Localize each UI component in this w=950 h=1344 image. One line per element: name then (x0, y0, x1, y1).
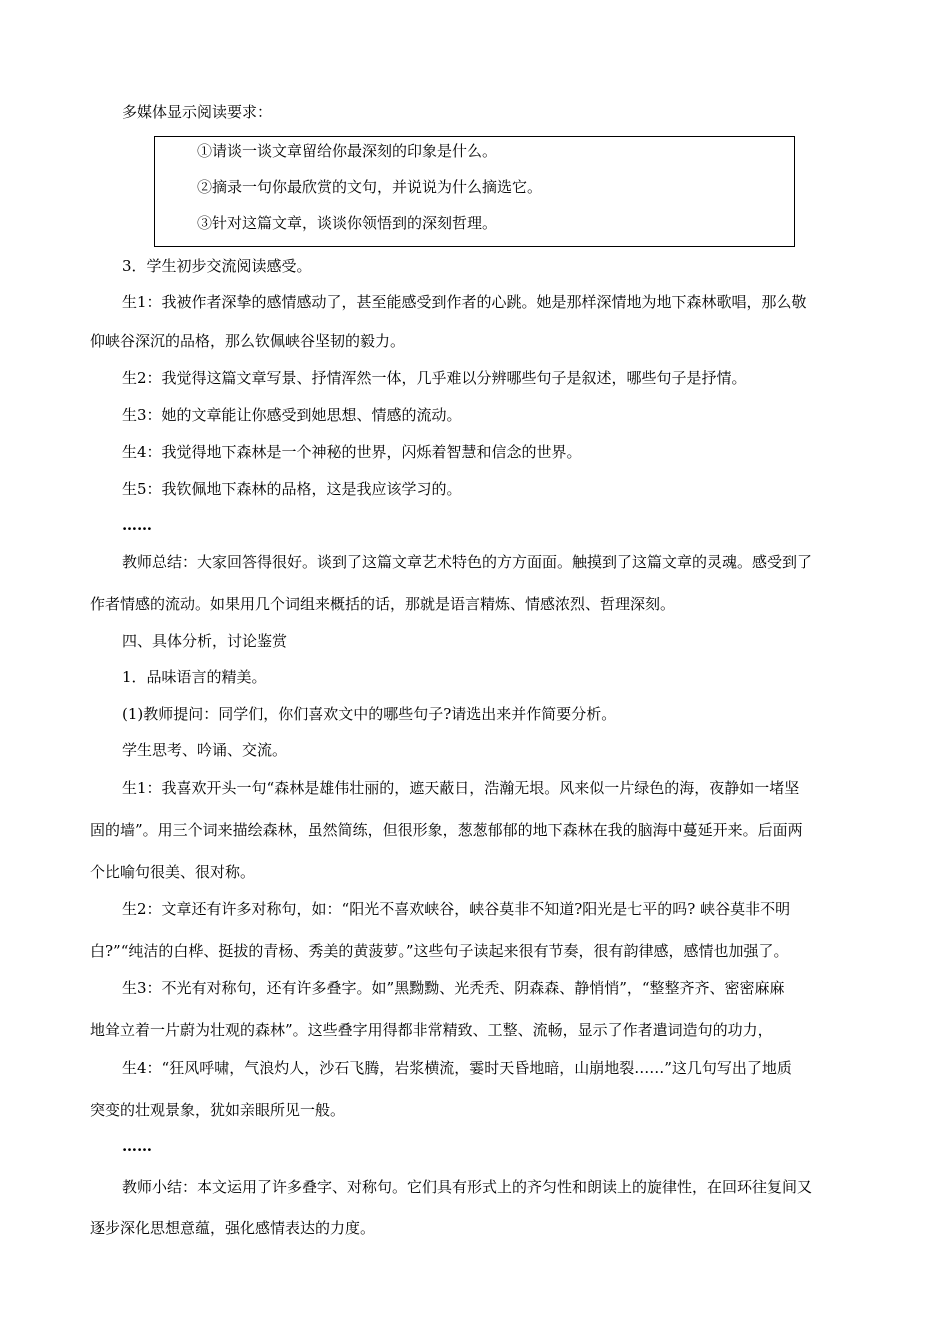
requirements-box (154, 136, 795, 247)
ellipsis-2: …… (122, 1137, 152, 1155)
teacher-summary-line-1: 教师总结：大家回答得很好。谈到了这篇文章艺术特色的方方面面。触摸到了这篇文章的灵魂。感受到了 (122, 553, 813, 571)
teacher-summary-line-2: 作者情感的流动。如果用几个词组来概括的话，那就是语言精炼、情感浓烈、哲理深刻。 (90, 595, 676, 613)
teacher-question: (1)教师提问：同学们，你们喜欢文中的哪些句子?请选出来并作简要分析。 (122, 705, 617, 723)
student-1-line-1: 生1：我被作者深挚的感情感动了，甚至能感受到作者的心跳。她是那样深情地为地下森林歌唱，那么敬 (122, 293, 807, 311)
student-4-paragraph: 生4：我觉得地下森林是一个神秘的世界，闪烁着智慧和信念的世界。 (122, 443, 582, 461)
answer-3-line-2: 地耸立着一片蔚为壮观的森林”。这些叠字用得都非常精致、工整、流畅，显示了作者遣词造句的功力， (90, 1021, 773, 1039)
answer-1-line-3: 个比喻句很美、很对称。 (90, 863, 256, 881)
student-1-line-2: 仰峡谷深沉的品格，那么钦佩峡谷坚韧的毅力。 (90, 332, 406, 350)
answer-4-line-2: 突变的壮观景象，犹如亲眼所见一般。 (90, 1101, 346, 1119)
student-3-paragraph: 生3：她的文章能让你感受到她思想、情感的流动。 (122, 406, 462, 424)
student-2-paragraph: 生2：我觉得这篇文章写景、抒情浑然一体，几乎难以分辨哪些句子是叙述，哪些句子是抒情。 (122, 369, 747, 387)
answer-1-line-2: 固的墙”。用三个词来描绘森林，虽然简练，但很形象，葱葱郁郁的地下森林在我的脑海中蔓延开来。后面两 (90, 821, 803, 839)
ellipsis-1: …… (122, 516, 152, 534)
students-thinking: 学生思考、吟诵、交流。 (122, 741, 288, 759)
requirement-1: ①请谈一谈文章留给你最深刻的印象是什么。 (197, 142, 498, 160)
teacher-note-line-1: 教师小结：本文运用了许多叠字、对称句。它们具有形式上的齐匀性和朗读上的旋律性，在回环往复间又 (122, 1178, 813, 1196)
section-4-heading: 四、具体分析，讨论鉴赏 (122, 632, 288, 650)
answer-2-line-1: 生2：文章还有许多对称句，如：“阳光不喜欢峡谷，峡谷莫非不知道?阳光是七平的吗? 峡谷莫非不明 (122, 900, 791, 918)
answer-4-line-1: 生4：“狂风呼啸，气浪灼人，沙石飞腾，岩浆横流，霎时天昏地暗，山崩地裂……”这几句写出了地质 (122, 1059, 792, 1077)
answer-1-line-1: 生1：我喜欢开头一句“森林是雄伟壮丽的，遮天蔽日，浩瀚无垠。风来似一片绿色的海，夜静如一堵坚 (122, 779, 800, 797)
teacher-note-line-2: 逐步深化思想意蕴，强化感情表达的力度。 (90, 1219, 376, 1237)
subsection-1-heading: 1．品味语言的精美。 (122, 668, 267, 686)
requirement-2: ②摘录一句你最欣赏的文句，并说说为什么摘选它。 (197, 178, 543, 196)
answer-2-line-2: 白?”“纯洁的白桦、挺拔的青杨、秀美的黄菠萝。”这些句子读起来很有节奏，很有韵律感，感情也加强了。 (90, 942, 789, 960)
step-3-heading: 3．学生初步交流阅读感受。 (122, 257, 312, 275)
student-5-paragraph: 生5：我钦佩地下森林的品格，这是我应该学习的。 (122, 480, 462, 498)
answer-3-line-1: 生3：不光有对称句，还有许多叠字。如”黑黝黝、光秃秃、阴森森、静悄悄”，“整整齐齐、密密麻麻 (122, 979, 785, 997)
requirement-3: ③针对这篇文章，谈谈你领悟到的深刻哲理。 (197, 214, 498, 232)
multimedia-heading: 多媒体显示阅读要求： (122, 103, 273, 121)
